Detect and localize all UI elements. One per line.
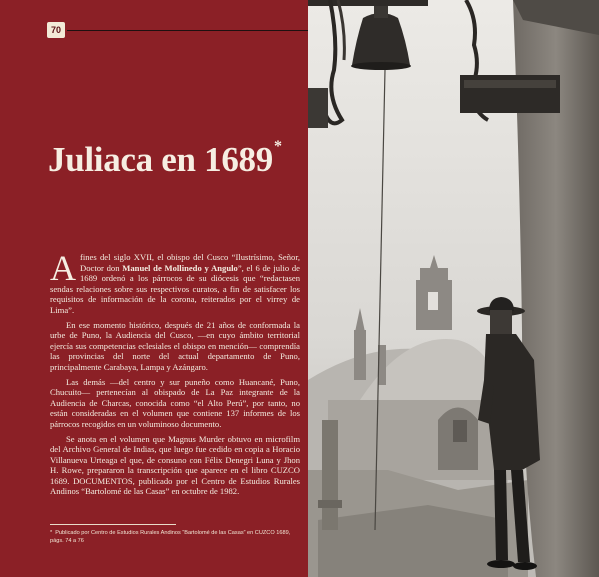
footnote-rule <box>50 524 176 525</box>
historic-photo <box>308 0 599 577</box>
p1-text-b: ”, el 6 de julio de 1689 ordenó a los párrocos de su diócesis que “redactasen sendas relaciones sobre sus respectivos curatos, a fin de satisfacer los requisitos de información de la corona, reiterados por el virrey de Lima”. <box>50 262 300 315</box>
article-title <box>48 140 308 180</box>
page-number: 70 <box>47 22 65 38</box>
footnote-text: Publicado por Centro de Estudios Rurales Andinos “Bartolomé de las Casas” en CUZCO 1689, págs. 74 a 76 <box>50 530 291 544</box>
title-footnote-mark: * <box>273 138 282 155</box>
footnote-mark: * <box>50 530 53 536</box>
p1-text-a: fines del siglo XVII, el obispo del Cusco “Ilustrísimo, Señor, Doctor don <box>80 252 300 273</box>
paragraph-3: Las demás —del centro y sur puneño como Huancané, Puno, Chucuito— pertenecían al obispado de La Paz integrante de la Audiencia de Charcas, conocida como “el Alto Perú”, por tanto, no están consideradas en el volumen que contiene 137 informes de los párrocos recogidos en un voluminoso documento. <box>50 376 300 429</box>
paragraph-1 <box>50 248 300 316</box>
drop-cap: A <box>50 248 76 288</box>
article-body <box>50 248 300 501</box>
bishop-name: Manuel de Mollinedo y Angulo <box>122 262 238 273</box>
header-rule <box>67 30 308 31</box>
title-text: Juliaca en 1689 <box>48 140 273 179</box>
bell-tower-photo <box>308 0 599 577</box>
paragraph-2: En ese momento histórico, después de 21 años de conformada la urbe de Puno, la Audiencia del Cusco, —en cuyo ámbito territorial ejercía sus competencias eclesiales el obispo en mención— comprendía las provincias del norte del actual departamento de Puno, principalmente Carabaya, Lampa y Azángaro. <box>50 319 300 372</box>
paragraph-4: Se anota en el volumen que Magnus Murder obtuvo en microfilm del Archivo General de Indias, que luego fue cedido en copia a Horacio Villanueva Urteaga el que, de consuno con Félix Denegri Luna y Jhon H. Rowe, prepararon la transcripción que aparece en el libro CUZCO 1689. DOCUMENTOS, publicado por el Centro de Estudios Rurales Andinos “Bartolomé de las Casas” en octubre de 1982. <box>50 433 300 497</box>
footnote <box>50 530 302 545</box>
